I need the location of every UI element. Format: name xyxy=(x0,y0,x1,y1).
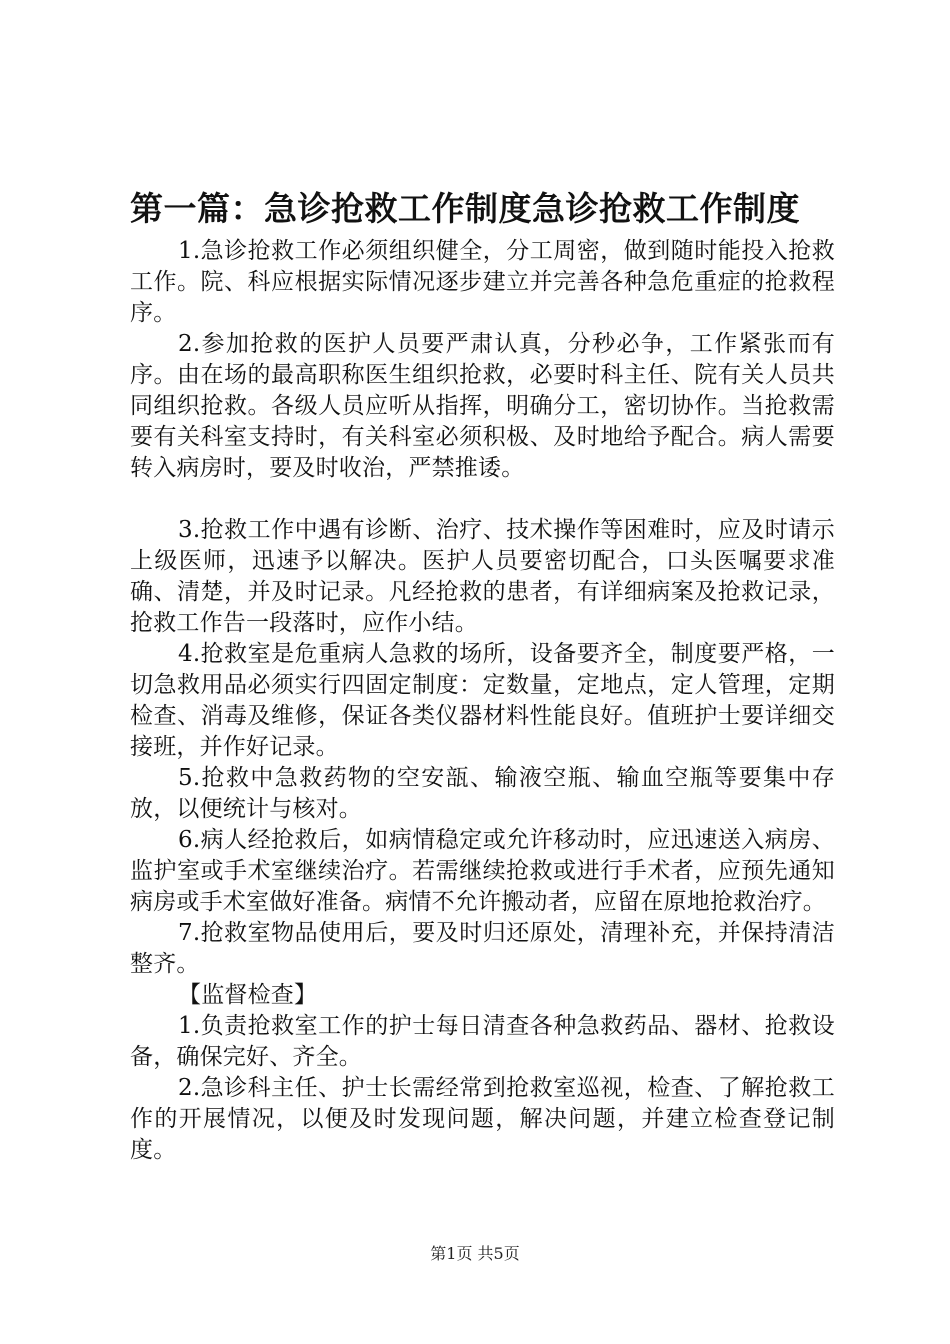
section-heading-supervision: 【监督检查】 xyxy=(178,982,318,1008)
paragraph-5: 5.抢救中急救药物的空安瓿、输液空瓶、输血空瓶等要集中存放，以便统计与核对。 xyxy=(130,765,835,822)
paragraph-2: 2.参加抢救的医护人员要严肃认真，分秒必争，工作紧张而有序。由在场的最高职称医生组织抢救，必要时科主任、院有关人员共同组织抢救。各级人员应听从指挥，明确分工，密切协作。当抢救需要有关科室支持时，有关科室必须积极、及时地给予配合。病人需要转入病房时，要及时收治，严禁推诿。 xyxy=(130,331,835,481)
supervision-item-2: 2.急诊科主任、护士长需经常到抢救室巡视，检查、了解抢救工作的开展情况，以便及时发现问题，解决问题，并建立检查登记制度。 xyxy=(130,1075,835,1163)
paragraph-1: 1.急诊抢救工作必须组织健全，分工周密，做到随时能投入抢救工作。院、科应根据实际情况逐步建立并完善各种急危重症的抢救程序。 xyxy=(130,238,835,326)
supervision-item-1: 1.负责抢救室工作的护士每日清查各种急救药品、器材、抢救设备，确保完好、齐全。 xyxy=(130,1013,835,1070)
paragraph-7: 7.抢救室物品使用后，要及时归还原处，清理补充，并保持清洁整齐。 xyxy=(130,920,835,977)
page-title: 第一篇：急诊抢救工作制度急诊抢救工作制度 xyxy=(130,189,800,228)
page-number-footer: 第1页 共5页 xyxy=(430,1244,520,1263)
document-body xyxy=(130,236,835,1166)
paragraph-6: 6.病人经抢救后，如病情稳定或允许移动时，应迅速送入病房、监护室或手术室继续治疗。若需继续抢救或进行手术者，应预先通知病房或手术室做好准备。病情不允许搬动者，应留在原地抢救治疗。 xyxy=(130,827,835,915)
paragraph-3: 3.抢救工作中遇有诊断、治疗、技术操作等困难时，应及时请示上级医师，迅速予以解决。医护人员要密切配合，口头医嘱要求准确、清楚，并及时记录。凡经抢救的患者，有详细病案及抢救记录，抢救工作告一段落时，应作小结。 xyxy=(130,517,835,636)
paragraph-4: 4.抢救室是危重病人急救的场所，设备要齐全，制度要严格，一切急救用品必须实行四固定制度：定数量，定地点，定人管理，定期检查、消毒及维修，保证各类仪器材料性能良好。值班护士要详细交接班，并作好记录。 xyxy=(130,641,835,760)
